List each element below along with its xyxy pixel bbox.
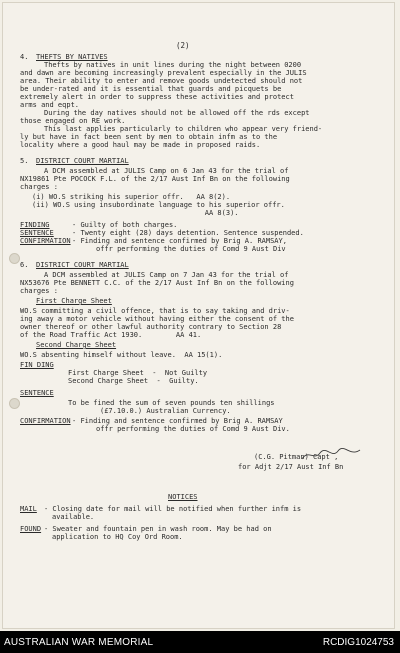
text-line: WO.S absenting himself without leave. AA 15(1).: [20, 351, 223, 359]
confirmation-label: CONFIRMATION: [20, 237, 71, 245]
text-line: Second Charge Sheet - Guilty.: [68, 377, 199, 385]
text-line: offr performing the duties of Comd 9 Aust Div.: [96, 425, 290, 433]
page-number: (2): [176, 41, 190, 50]
text-line: charges :: [20, 287, 58, 295]
text-line: and dawn are becoming increasingly prevalent especially in the JULIS: [20, 69, 307, 77]
text-line: WO.S committing a civil offence, that is to say taking and driv-: [20, 307, 290, 315]
charge-sheet-heading: First Charge Sheet: [36, 297, 112, 305]
text-line: (£7.10.0.) Australian Currency.: [100, 407, 231, 415]
text-line: During the day natives should not be allowed off the rds except: [44, 109, 310, 117]
text-line: - Twenty eight (28) days detention. Sentence suspended.: [72, 229, 304, 237]
archive-footer: [0, 631, 400, 653]
found-label: FOUND: [20, 525, 42, 533]
text-line: those engaged on RE work.: [20, 117, 126, 125]
finding-label: FINDING: [20, 221, 50, 229]
charge-sheet-heading: Second Charge Sheet: [36, 341, 117, 349]
section-heading: THEFTS BY NATIVES: [36, 53, 108, 61]
footer-record-id: RCDIG1024753: [322, 637, 394, 648]
section-heading: DISTRICT COURT MARTIAL: [36, 157, 129, 165]
text-line: Thefts by natives in unit lines during the night between 0200: [44, 61, 302, 69]
text-line: charges :: [20, 183, 58, 191]
text-line: of the Road Traffic Act 1930. AA 41.: [20, 331, 202, 339]
text-line: NX53676 Pte BENNETT C.C. of the 2/17 Aust Inf Bn on the following: [20, 279, 294, 287]
text-line: NX19861 Pte POCOCK F.L. of the 2/17 Aust Inf Bn on the following: [20, 175, 290, 183]
text-line: arms and eqpt.: [20, 101, 80, 109]
mail-label: MAIL: [20, 505, 37, 513]
text-line: ing away a motor vehicle without having either the consent of the: [20, 315, 294, 323]
punch-hole: [9, 253, 20, 264]
sentence-label: SENTENCE: [20, 229, 54, 237]
sentence-label: SENTENCE: [20, 389, 54, 397]
text-line: (ii) WO.S using insubordinate language to his superior offr.: [32, 201, 285, 209]
text-line: offr performing the duties of Comd 9 Aust Div: [96, 245, 286, 253]
section-number: 5.: [20, 157, 29, 165]
text-line: First Charge Sheet - Not Guilty: [68, 369, 208, 377]
signatory-title: for Adjt 2/17 Aust Inf Bn: [238, 463, 344, 471]
section-heading: DISTRICT COURT MARTIAL: [36, 261, 129, 269]
section-number: 6.: [20, 261, 29, 269]
confirmation-label: CONFIRMATION: [20, 417, 71, 425]
text-line: - Closing date for mail will be notified when further infm is: [44, 505, 302, 513]
text-line: - Guilty of both charges.: [72, 221, 178, 229]
text-line: (i) WO.S striking his superior offr. AA 8(2).: [32, 193, 231, 201]
handwritten-signature-icon: [300, 447, 362, 463]
text-line: owner thereof or other lawful authority contrary to Section 28: [20, 323, 282, 331]
text-line: - Sweater and fountain pen in wash room. May be had on: [44, 525, 272, 533]
text-line: be under-rated and it is essential that guards and picquets be: [20, 85, 282, 93]
text-line: A DCM assembled at JULIS Camp on 7 Jan 43 for the trial of: [44, 271, 289, 279]
text-line: available.: [52, 513, 95, 521]
punch-hole: [9, 398, 20, 409]
text-line: ly but have in fact been sent by men to obtain infm as to the: [20, 133, 278, 141]
text-line: AA 8(3).: [32, 209, 239, 217]
text-line: To be fined the sum of seven pounds ten shillings: [68, 399, 275, 407]
signatory-name: (C.G. Pitman) Capt ,: [254, 453, 339, 461]
text-line: area. Their ability to enter and remove goods undetected should not: [20, 77, 303, 85]
text-line: - Finding and sentence confirmed by Brig A. RAMSAY,: [72, 237, 287, 245]
text-line: A DCM assembled at JULIS Camp on 6 Jan 43 for the trial of: [44, 167, 289, 175]
text-line: locality where a good haul may be made in proposed raids.: [20, 141, 261, 149]
text-line: application to HQ Coy Ord Room.: [52, 533, 183, 541]
notices-heading: NOTICES: [168, 493, 198, 501]
text-line: extremely alert in order to suppress these activities and protect: [20, 93, 294, 101]
finding-label: FIN DING: [20, 361, 54, 369]
text-line: This last applies particularly to children who appear very friend-: [44, 125, 323, 133]
section-number: 4.: [20, 53, 29, 61]
text-line: - Finding and sentence confirmed by Brig A. RAMSAY: [72, 417, 283, 425]
footer-institution: AUSTRALIAN WAR MEMORIAL: [4, 637, 154, 648]
